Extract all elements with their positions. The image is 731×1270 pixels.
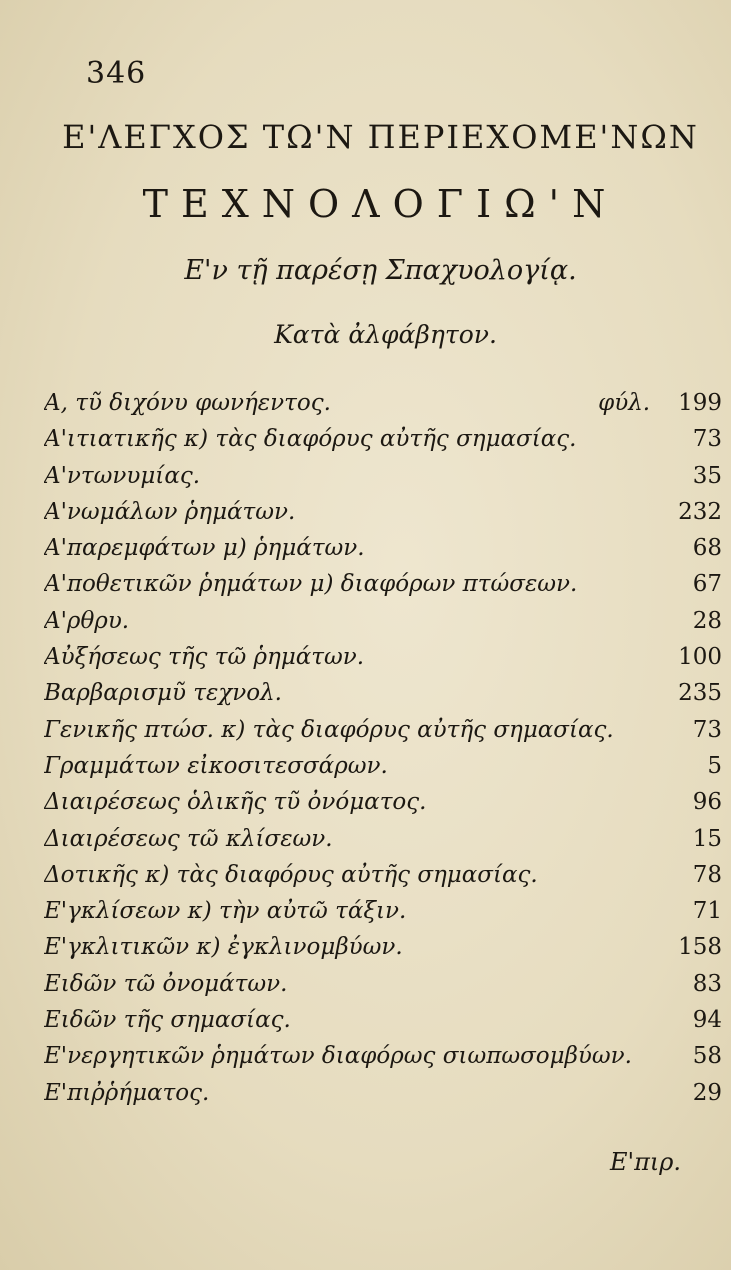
entry-title: Α'παρεμφάτων μ) ῥημάτων. [44,535,365,562]
page-number: 346 [86,56,147,91]
entry-title: Α'ποθετικῶν ῥημάτων μ) διαφόρων πτώσεων. [44,571,578,598]
index-entry [44,608,722,644]
entry-page-number: 28 [692,607,722,634]
index-entry [44,1007,722,1043]
entry-page-number: 73 [692,426,722,453]
entry-page-number: 29 [692,1079,722,1106]
entry-page-number: 199 [678,390,722,416]
entry-title: Ε'πιῤῥήματος. [44,1079,210,1106]
entry-title: Α'νωμάλων ῥημάτων. [44,498,296,525]
entry-title: Α, τῦ διχόνυ φωνήεντος. [44,390,331,416]
entry-page-number: 15 [692,825,722,852]
index-entry [44,826,722,862]
index-entry [44,426,722,462]
index-entry [44,934,722,970]
entry-page-number: 58 [692,1043,722,1070]
heading-line-3: Ε'ν τῇ παρέσῃ Σπαχυολογίᾳ. [184,255,577,286]
entry-leaf-abbrev: φύλ. [598,390,651,416]
heading-line-2: ΤΕΧΝΟΛΟΓΙΩ'Ν [142,182,619,226]
index-entry [44,753,722,789]
index-entry [44,717,722,753]
entry-title: Ειδῶν τῶ ὀνομάτων. [44,970,288,997]
entry-title: Ειδῶν τῆς σημασίας. [44,1007,291,1034]
index-entry [44,535,722,571]
index-entry [44,499,722,535]
entry-page-number: 83 [692,970,722,997]
index-entry [44,390,722,426]
entry-title: Δοτικῆς κ) τὰς διαφόρυς αὐτῆς σημασίας. [44,861,538,888]
index-list [44,390,722,1116]
index-entry [44,463,722,499]
entry-page-number: 100 [678,644,722,671]
index-entry [44,862,722,898]
entry-title: Διαιρέσεως ὁλικῆς τῦ ὀνόματος. [44,789,427,816]
entry-page-number: 73 [692,716,722,743]
entry-title: Α'ντωνυμίας. [44,462,201,489]
entry-page-number: 68 [692,535,722,562]
entry-title: Αὐξήσεως τῆς τῶ ῥημάτων. [44,644,365,671]
entry-title: Βαρβαρισμῦ τεχνολ. [44,680,282,707]
entry-title: Ε'γκλιτικῶν κ) ἐγκλινομβύων. [44,934,403,961]
entry-title: Ε'νεργητικῶν ῥημάτων διαφόρως σιωπωσομβύων. [44,1043,632,1070]
entry-title: Γενικῆς πτώσ. κ) τὰς διαφόρυς αὐτῆς σημασίας. [44,716,614,743]
index-entry [44,1080,722,1116]
index-entry [44,898,722,934]
entry-title: Α'ιτιατικῆς κ) τὰς διαφόρυς αὐτῆς σημασίας. [44,426,577,453]
entry-page-number: 94 [692,1007,722,1034]
heading-line-1: Ε'ΛΕΓΧΟΣ ΤΩ'Ν ΠΕΡΙΕΧΟΜΕ'ΝΩΝ [62,118,699,156]
entry-page-number: 71 [692,898,722,925]
entry-page-number: 158 [678,934,722,961]
entry-page-number: 35 [692,462,722,489]
index-entry [44,789,722,825]
entry-title: Γραμμάτων εἰκοσιτεσσάρων. [44,752,388,779]
entry-page-number: 235 [678,680,722,707]
entry-title: Ε'γκλίσεων κ) τὴν αὐτῶ τάξιν. [44,898,407,925]
entry-page-number: 78 [692,861,722,888]
entry-title: Α'ρθρυ. [44,607,130,634]
entry-page-number: 67 [692,571,722,598]
entry-page-number: 232 [678,498,722,525]
index-entry [44,571,722,607]
index-entry [44,1043,722,1079]
entry-page-number: 5 [707,752,722,779]
index-entry [44,644,722,680]
index-entry [44,971,722,1007]
heading-line-4: Κατὰ ἀλφάβητον. [274,320,497,349]
catchword: Ε'πιρ. [609,1148,681,1176]
entry-page-number: 96 [692,789,722,816]
index-entry [44,680,722,716]
entry-title: Διαιρέσεως τῶ κλίσεων. [44,825,333,852]
